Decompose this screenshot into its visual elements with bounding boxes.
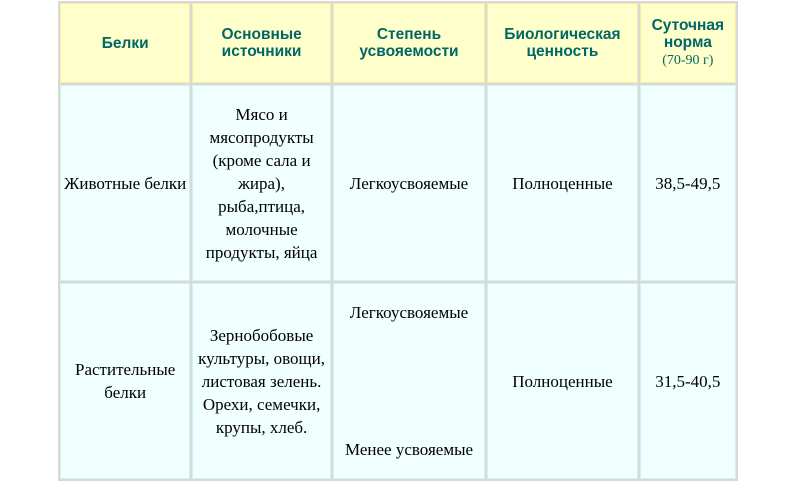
cell-sources: Мясо и мясопродукты (кроме сала и жира), рыба,птица, молочные продукты, яйца (192, 85, 330, 281)
header-biological-value (487, 3, 637, 83)
digestibility-less: Менее усвояемые (344, 440, 474, 459)
cell-digestibility: Легкоусвояемые (333, 85, 485, 281)
digestibility-split (334, 301, 484, 461)
table-header-row (60, 3, 736, 83)
cell-daily-norm: 31,5-40,5 (640, 283, 736, 479)
header-biological-value-label: Биологическая ценность (504, 26, 621, 60)
header-daily-norm-sub: (70-90 г) (662, 53, 714, 68)
header-proteins (60, 3, 190, 83)
protein-table-container (58, 1, 738, 481)
protein-table (58, 1, 738, 481)
header-digestibility-label: Степень усвояемости (359, 26, 459, 60)
table-row (60, 85, 736, 281)
header-daily-norm (640, 3, 736, 83)
cell-digestibility (333, 283, 485, 479)
header-proteins-label: Белки (101, 34, 149, 52)
cell-type: Животные белки (60, 85, 190, 281)
cell-biological-value: Полноценные (487, 85, 637, 281)
cell-biological-value: Полноценные (487, 283, 637, 479)
cell-sources: Зернобобовые культуры, овощи, листовая зелень. Орехи, семечки, крупы, хлеб. (192, 283, 330, 479)
header-sources (192, 3, 330, 83)
table-row (60, 283, 736, 479)
cell-type: Растительные белки (60, 283, 190, 479)
digestibility-easy: Легкоусвояемые (349, 303, 469, 322)
header-digestibility (333, 3, 485, 83)
header-daily-norm-label: Суточная норма (651, 17, 725, 51)
header-sources-label: Основные источники (221, 26, 302, 60)
cell-daily-norm: 38,5-49,5 (640, 85, 736, 281)
